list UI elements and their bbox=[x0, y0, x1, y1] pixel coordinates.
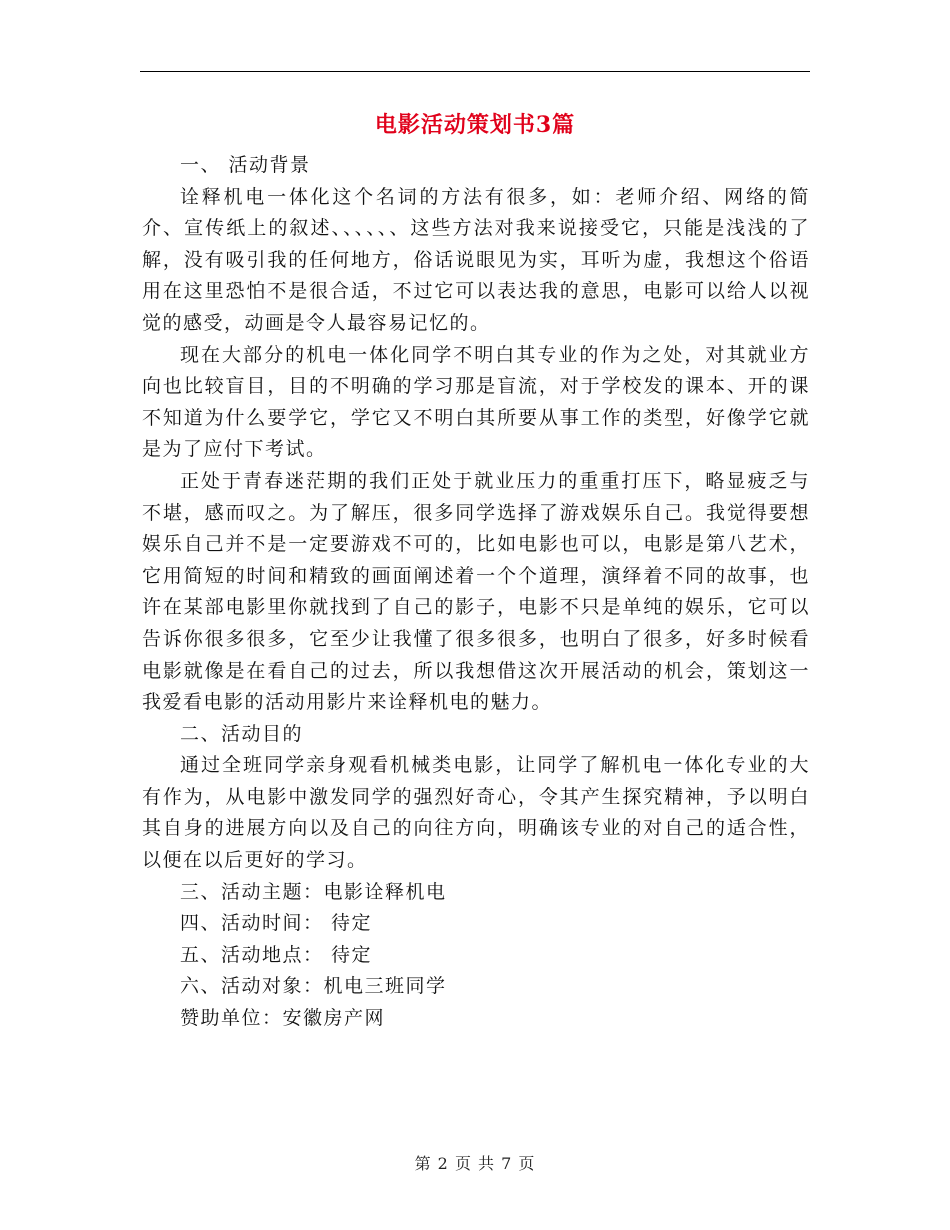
page-number: 第 2 页 共 7 页 bbox=[414, 1154, 536, 1173]
paragraph: 现在大部分的机电一体化同学不明白其专业的作为之处，对其就业方向也比较盲目，目的不明确的学习那是盲流，对于学校发的课本、开的课不知道为什么要学它，学它又不明白其所要从事工作的类型，好像学它就是为了应付下考试。 bbox=[142, 343, 810, 461]
paragraph: 通过全班同学亲身观看机械类电影，让同学了解机电一体化专业的大有作为，从电影中激发同学的强烈好奇心，令其产生探究精神，予以明白其自身的进展方向以及自己的向往方向，明确该专业的对自己的适合性，以便在以后更好的学习。 bbox=[142, 754, 810, 872]
document-title: 电影活动策划书3篇 bbox=[374, 112, 576, 138]
section-heading-background: 一、 活动背景 bbox=[180, 154, 311, 176]
sponsor-line: 赞助单位：安徽房产网 bbox=[180, 1007, 386, 1030]
section-heading-time: 四、活动时间： 待定 bbox=[180, 912, 373, 935]
header-rule bbox=[140, 71, 810, 72]
section-heading-purpose: 二、活动目的 bbox=[180, 722, 304, 745]
section-heading-theme: 三、活动主题：电影诠释机电 bbox=[180, 880, 447, 903]
section-heading-audience: 六、活动对象：机电三班同学 bbox=[180, 975, 447, 998]
document-body bbox=[142, 150, 810, 1035]
section-heading-location: 五、活动地点： 待定 bbox=[180, 943, 373, 966]
paragraph: 诠释机电一体化这个名词的方法有很多，如：老师介绍、网络的简介、宣传纸上的叙述、、、、、、这些方法对我来说接受它，只能是浅浅的了解，没有吸引我的任何地方，俗话说眼见为实，耳听为虚，我想这个俗语用在这里恐怕不是很合适，不过它可以表达我的意思，电影可以给人以视觉的感受，动画是令人最容易记忆的。 bbox=[142, 185, 810, 334]
paragraph: 正处于青春迷茫期的我们正处于就业压力的重重打压下，略显疲乏与不堪，感而叹之。为了解压，很多同学选择了游戏娱乐自己。我觉得要想娱乐自己并不是一定要游戏不可的，比如电影也可以，电影是第八艺术，它用简短的时间和精致的画面阐述着一个个道理，演绎着不同的故事，也许在某部电影里你就找到了自己的影子，电影不只是单纯的娱乐，它可以告诉你很多很多，它至少让我懂了很多很多，也明白了很多，好多时候看电影就像是在看自己的过去，所以我想借这次开展活动的机会，策划这一我爱看电影的活动用影片来诠释机电的魅力。 bbox=[142, 469, 810, 714]
